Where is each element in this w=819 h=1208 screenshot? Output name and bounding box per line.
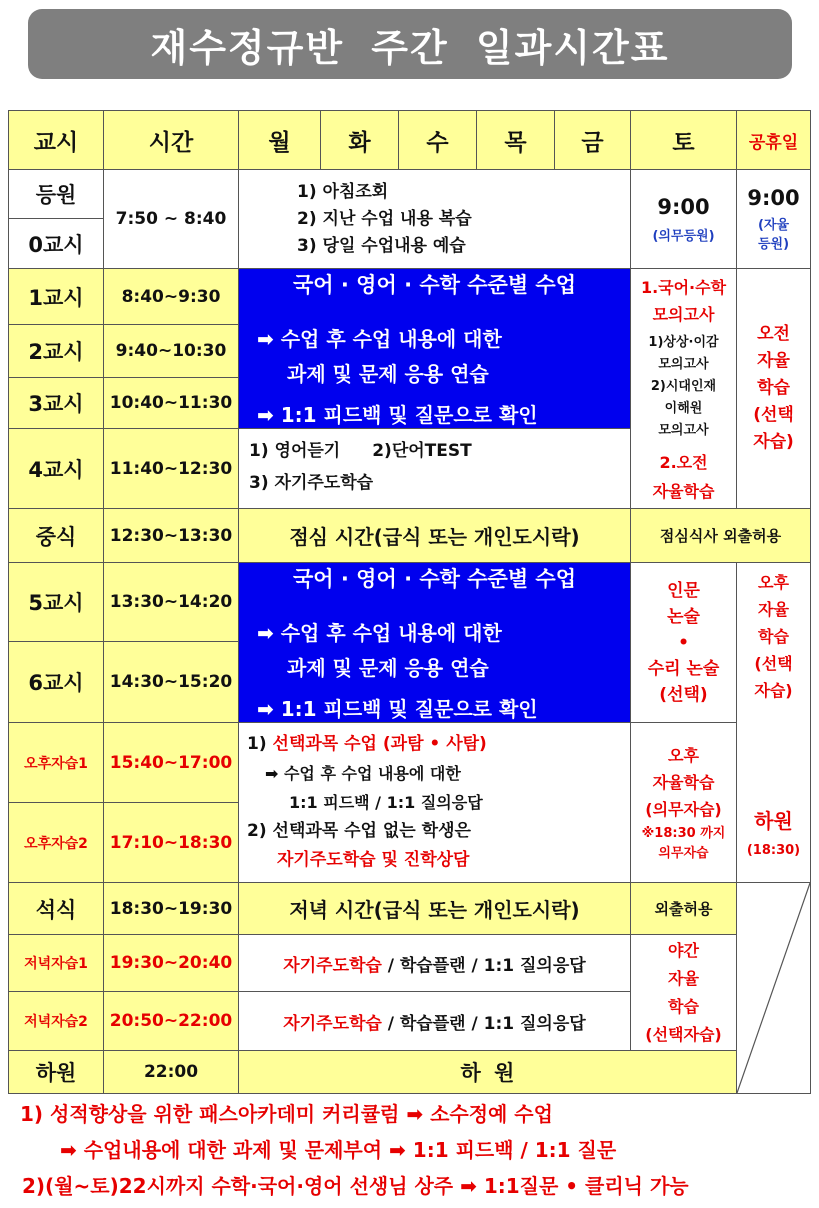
sat-afternoon	[631, 563, 737, 723]
period-2: 2교시	[9, 325, 104, 377]
hol-arrive-note1: (자율	[757, 218, 790, 233]
note-small-class: 소수정예 수업	[430, 1102, 553, 1126]
arrive-item: 2) 지난 수업 내용 복습	[297, 208, 472, 229]
lunch-text: 점심 시간(급식 또는 개인도시락)	[239, 509, 631, 563]
sat-arrive-note: (의무등원)	[652, 228, 715, 244]
hol-leave: 하원	[754, 809, 793, 833]
note-line-2	[60, 1134, 616, 1163]
afternoon-class-line1: ➡ 수업 후 수업 내용에 대한	[257, 621, 502, 645]
header-thu: 목	[477, 111, 555, 170]
period-eve-self-2: 저녁자습2	[9, 992, 104, 1051]
sat-mock-title2: 모의고사	[652, 305, 715, 324]
hol-afternoon-line: (선택	[754, 654, 793, 673]
sat-mock-item: 이해원	[664, 401, 703, 416]
period-4: 4교시	[9, 429, 104, 509]
afternoon-class-line3: ➡ 1:1 피드백 및 질문으로 확인	[257, 697, 538, 721]
sat-mock-item: 모의고사	[658, 423, 709, 438]
header-holiday: 공휴일	[737, 111, 811, 170]
period-eve-self-1: 저녁자습1	[9, 935, 104, 992]
period-3: 3교시	[9, 377, 104, 428]
note-teachers: 2)(월~토)22시까지 수학·국어·영어 선생님 상주	[22, 1174, 454, 1198]
time-1: 8:40~9:30	[104, 269, 239, 325]
period-6: 6교시	[9, 642, 104, 723]
time-lunch: 12:30~13:30	[104, 509, 239, 563]
pm-elective-class: 선택과목 수업 (과탐 • 사탐)	[272, 734, 487, 754]
time-6: 14:30~15:20	[104, 642, 239, 723]
time-5: 13:30~14:20	[104, 563, 239, 642]
eve-self-1-content	[239, 935, 631, 992]
hol-leave-time: (18:30)	[746, 843, 801, 858]
timetable	[8, 110, 811, 1094]
sat-essay-line: 논술	[667, 606, 700, 627]
period-pm-self-1: 오후자습1	[9, 723, 104, 803]
p4-vocab-test: 2)단어TEST	[372, 441, 472, 461]
note-line-3	[22, 1170, 689, 1199]
sat-evening-line: 야간	[668, 940, 699, 960]
arrive-items	[239, 170, 631, 269]
page-title: 재수정규반 주간 일과시간표	[28, 9, 792, 79]
period-5: 5교시	[9, 563, 104, 642]
arrow-icon: ➡	[60, 1138, 77, 1162]
sat-self-title2: 자율학습	[652, 482, 715, 501]
hol-afternoon-line: 오후	[758, 573, 789, 592]
pm-self-line: 1:1 피드백 / 1:1 질의응답	[289, 793, 483, 812]
period-arrive: 등원	[9, 170, 104, 219]
header-fri: 금	[555, 111, 631, 170]
arrow-icon: ➡	[389, 1138, 406, 1162]
arrow-icon: ➡	[460, 1174, 477, 1198]
hol-morning-line: (선택	[753, 405, 794, 425]
sat-evening-line: 자율	[668, 968, 699, 988]
sat-arrive-time: 9:00	[657, 194, 710, 219]
period-dinner: 석식	[9, 883, 104, 935]
lunch-sat-hol: 점심식사 외출허용	[631, 509, 811, 563]
sat-arrive	[631, 170, 737, 269]
sat-morning	[631, 269, 737, 509]
period-pm-self-2: 오후자습2	[9, 803, 104, 883]
hol-arrive-time: 9:00	[747, 186, 800, 210]
sat-essay-line: (선택)	[659, 684, 708, 705]
eve-self-2-red: 자기주도학습	[283, 1013, 382, 1034]
eve-self-1-red: 자기주도학습	[283, 955, 382, 976]
pm-self-content	[239, 723, 631, 883]
time-4: 11:40~12:30	[104, 429, 239, 509]
hol-afternoon-line: 학습	[758, 627, 789, 646]
time-2: 9:40~10:30	[104, 325, 239, 377]
sat-evening	[631, 935, 737, 1051]
pm-self-counsel: 자기주도학습 및 진학상담	[277, 850, 470, 870]
note-feedback: 1:1 피드백 / 1:1 질문	[412, 1138, 617, 1162]
pm-self-line: ➡ 수업 후 수업 내용에 대한	[265, 764, 461, 783]
time-pm-self-1: 15:40~17:00	[104, 723, 239, 803]
eve-self-2-content	[239, 992, 631, 1051]
period-lunch: 중식	[9, 509, 104, 563]
sat-mock-title: 1.국어·수학	[640, 278, 727, 297]
sat-mock-item: 2)시대인재	[650, 379, 717, 394]
arrive-item: 3) 당일 수업내용 예습	[297, 235, 466, 256]
sat-mock-item: 모의고사	[658, 357, 709, 372]
morning-class-line1: ➡ 수업 후 수업 내용에 대한	[257, 327, 502, 351]
time-pm-self-2: 17:10~18:30	[104, 803, 239, 883]
sat-pm-line: 의무자습	[658, 846, 709, 861]
morning-class-line2: 과제 및 문제 응용 연습	[287, 362, 489, 386]
hol-afternoon	[737, 563, 811, 883]
period-leave: 하원	[9, 1051, 104, 1094]
pm-self-line: 2) 선택과목 수업 없는 학생은	[247, 821, 471, 841]
note-clinic: 1:1질문 • 클리닉 가능	[483, 1174, 689, 1198]
time-dinner: 18:30~19:30	[104, 883, 239, 935]
p4-listening: 1) 영어듣기	[249, 441, 341, 461]
note-line-1	[20, 1098, 553, 1127]
sat-essay-line: 수리 논술	[647, 658, 720, 679]
period-1: 1교시	[9, 269, 104, 325]
morning-class-title: 국어 · 영어 · 수학 수준별 수업	[293, 273, 576, 297]
sat-mock-item: 1)상상·이감	[648, 335, 719, 350]
hol-morning	[737, 269, 811, 509]
arrive-item: 1) 아침조회	[297, 181, 389, 202]
header-period: 교시	[9, 111, 104, 170]
leave-text: 하 원	[239, 1051, 737, 1094]
hol-morning-line: 학습	[757, 378, 790, 398]
sat-evening-line: 학습	[668, 996, 699, 1016]
sat-pm-line: 자율학습	[652, 773, 715, 792]
hol-afternoon-line: 자습)	[754, 681, 793, 700]
p4-self-study: 3) 자기주도학습	[249, 473, 374, 493]
hol-arrive	[737, 170, 811, 269]
hol-arrive-note2: 등원)	[757, 237, 790, 252]
afternoon-class-title: 국어 · 영어 · 수학 수준별 수업	[293, 567, 576, 591]
time-leave: 22:00	[104, 1051, 239, 1094]
morning-class-line3: ➡ 1:1 피드백 및 질문으로 확인	[257, 403, 538, 427]
sat-essay-line: 인문	[667, 580, 700, 601]
header-wed: 수	[399, 111, 477, 170]
sat-pm-self	[631, 723, 737, 883]
note-assignment: 수업내용에 대한 과제 및 문제부여	[83, 1138, 383, 1162]
sat-essay-line: •	[678, 632, 689, 653]
hol-morning-line: 자습)	[753, 432, 794, 452]
arrow-icon: ➡	[406, 1102, 424, 1126]
afternoon-class-line2: 과제 및 문제 응용 연습	[287, 656, 489, 680]
eve-self-1-rest: / 학습플랜 / 1:1 질의응답	[381, 955, 586, 976]
hol-morning-line: 자율	[757, 351, 790, 371]
morning-class-box	[239, 269, 631, 429]
diagonal-slash	[737, 883, 810, 1093]
header-tue: 화	[321, 111, 399, 170]
time-eve-self-1: 19:30~20:40	[104, 935, 239, 992]
sat-pm-line: (의무자습)	[645, 800, 722, 819]
pm-self-num: 1)	[247, 734, 273, 754]
header-time: 시간	[104, 111, 239, 170]
dinner-text: 저녁 시간(급식 또는 개인도시락)	[239, 883, 631, 935]
header-sat: 토	[631, 111, 737, 170]
sat-pm-line: ※18:30 까지	[641, 826, 726, 841]
note-curriculum: 1) 성적향상을 위한 패스아카데미 커리큘럼	[20, 1102, 400, 1126]
eve-self-2-rest: / 학습플랜 / 1:1 질의응답	[381, 1013, 586, 1034]
sat-evening-line: (선택자습)	[645, 1024, 722, 1044]
sat-self-title: 2.오전	[659, 453, 708, 472]
sat-pm-line: 오후	[668, 746, 699, 765]
time-eve-self-2: 20:50~22:00	[104, 992, 239, 1051]
period-0: 0교시	[9, 219, 104, 269]
afternoon-class-box	[239, 563, 631, 723]
time-3: 10:40~11:30	[104, 377, 239, 428]
dinner-sat: 외출허용	[631, 883, 737, 935]
time-arrive: 7:50 ~ 8:40	[104, 170, 239, 269]
hol-evening-empty	[737, 883, 811, 1094]
hol-morning-line: 오전	[757, 324, 790, 344]
hol-afternoon-line: 자율	[758, 600, 789, 619]
header-mon: 월	[239, 111, 321, 170]
p4-content	[239, 429, 631, 509]
